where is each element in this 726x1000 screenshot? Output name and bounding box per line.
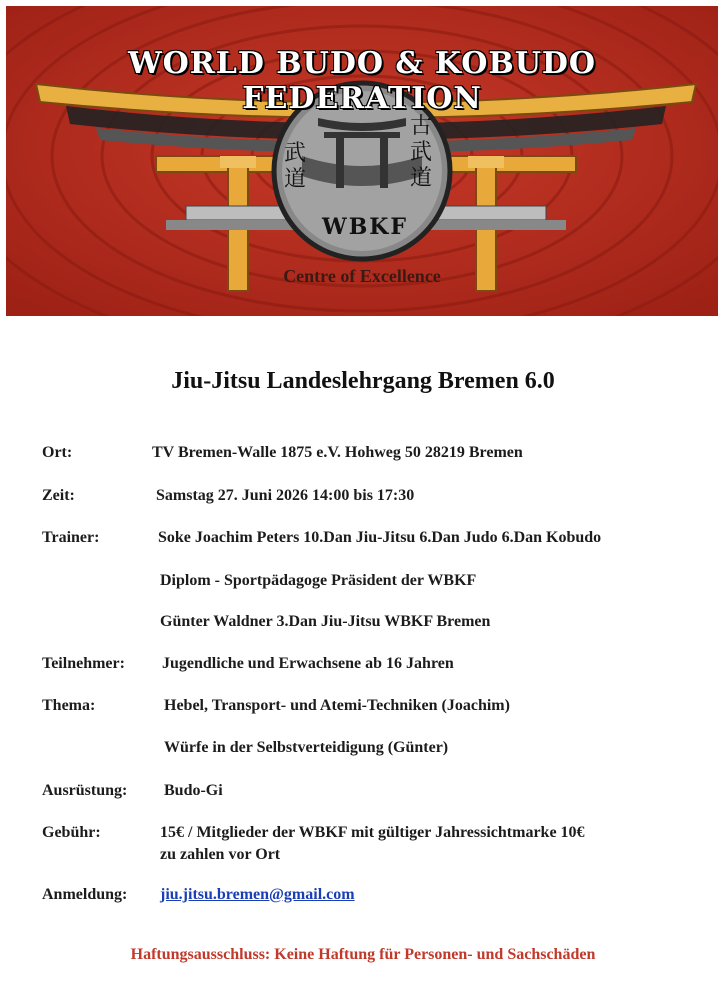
thema-label: Thema:	[42, 697, 96, 714]
zeit-label: Zeit:	[42, 487, 75, 504]
gebuehr-line-2: zu zahlen vor Ort	[160, 846, 281, 863]
teilnehmer-value: Jugendliche und Erwachsene ab 16 Jahren	[162, 655, 454, 672]
gebuehr-line-1: 15€ / Mitglieder der WBKF mit gültiger Jahressichtmarke 10€	[160, 824, 585, 841]
page-title: Jiu-Jitsu Landeslehrgang Bremen 6.0	[171, 368, 555, 394]
trainer-line-2: Diplom - Sportpädagoge Präsident der WBKF	[160, 572, 477, 589]
thema-line-1: Hebel, Transport- und Atemi-Techniken (Joachim)	[164, 697, 510, 714]
teilnehmer-label: Teilnehmer:	[42, 655, 125, 672]
emblem-right-characters: 古 武 道	[410, 114, 433, 191]
emblem-wbkf: WBKF	[322, 214, 409, 240]
ort-value: TV Bremen-Walle 1875 e.V. Hohweg 50 28219 Bremen	[152, 444, 523, 461]
registration-email-link[interactable]: jiu.jitsu.bremen@gmail.com	[160, 886, 355, 903]
emblem-left-characters: 武 道	[284, 141, 307, 192]
gebuehr-label: Gebühr:	[42, 824, 101, 841]
anmeldung-label: Anmeldung:	[42, 886, 128, 903]
centre-of-excellence: Centre of Excellence	[283, 266, 441, 286]
liability-disclaimer: Haftungsausschluss: Keine Haftung für Personen- und Sachschäden	[130, 946, 596, 963]
ort-label: Ort:	[42, 444, 73, 461]
ausruestung-value: Budo-Gi	[164, 782, 223, 799]
thema-line-2: Würfe in der Selbstverteidigung (Günter)	[164, 739, 449, 756]
trainer-label: Trainer:	[42, 529, 100, 546]
trainer-line-1: Soke Joachim Peters 10.Dan Jiu-Jitsu 6.Dan Judo 6.Dan Kobudo	[158, 529, 602, 546]
federation-title: WORLD BUDO & KOBUDO FEDERATION	[127, 46, 597, 116]
zeit-value: Samstag 27. Juni 2026 14:00 bis 17:30	[156, 487, 415, 504]
ausruestung-label: Ausrüstung:	[42, 782, 128, 799]
header-banner	[6, 6, 718, 316]
trainer-line-3: Günter Waldner 3.Dan Jiu-Jitsu WBKF Bremen	[160, 613, 491, 630]
